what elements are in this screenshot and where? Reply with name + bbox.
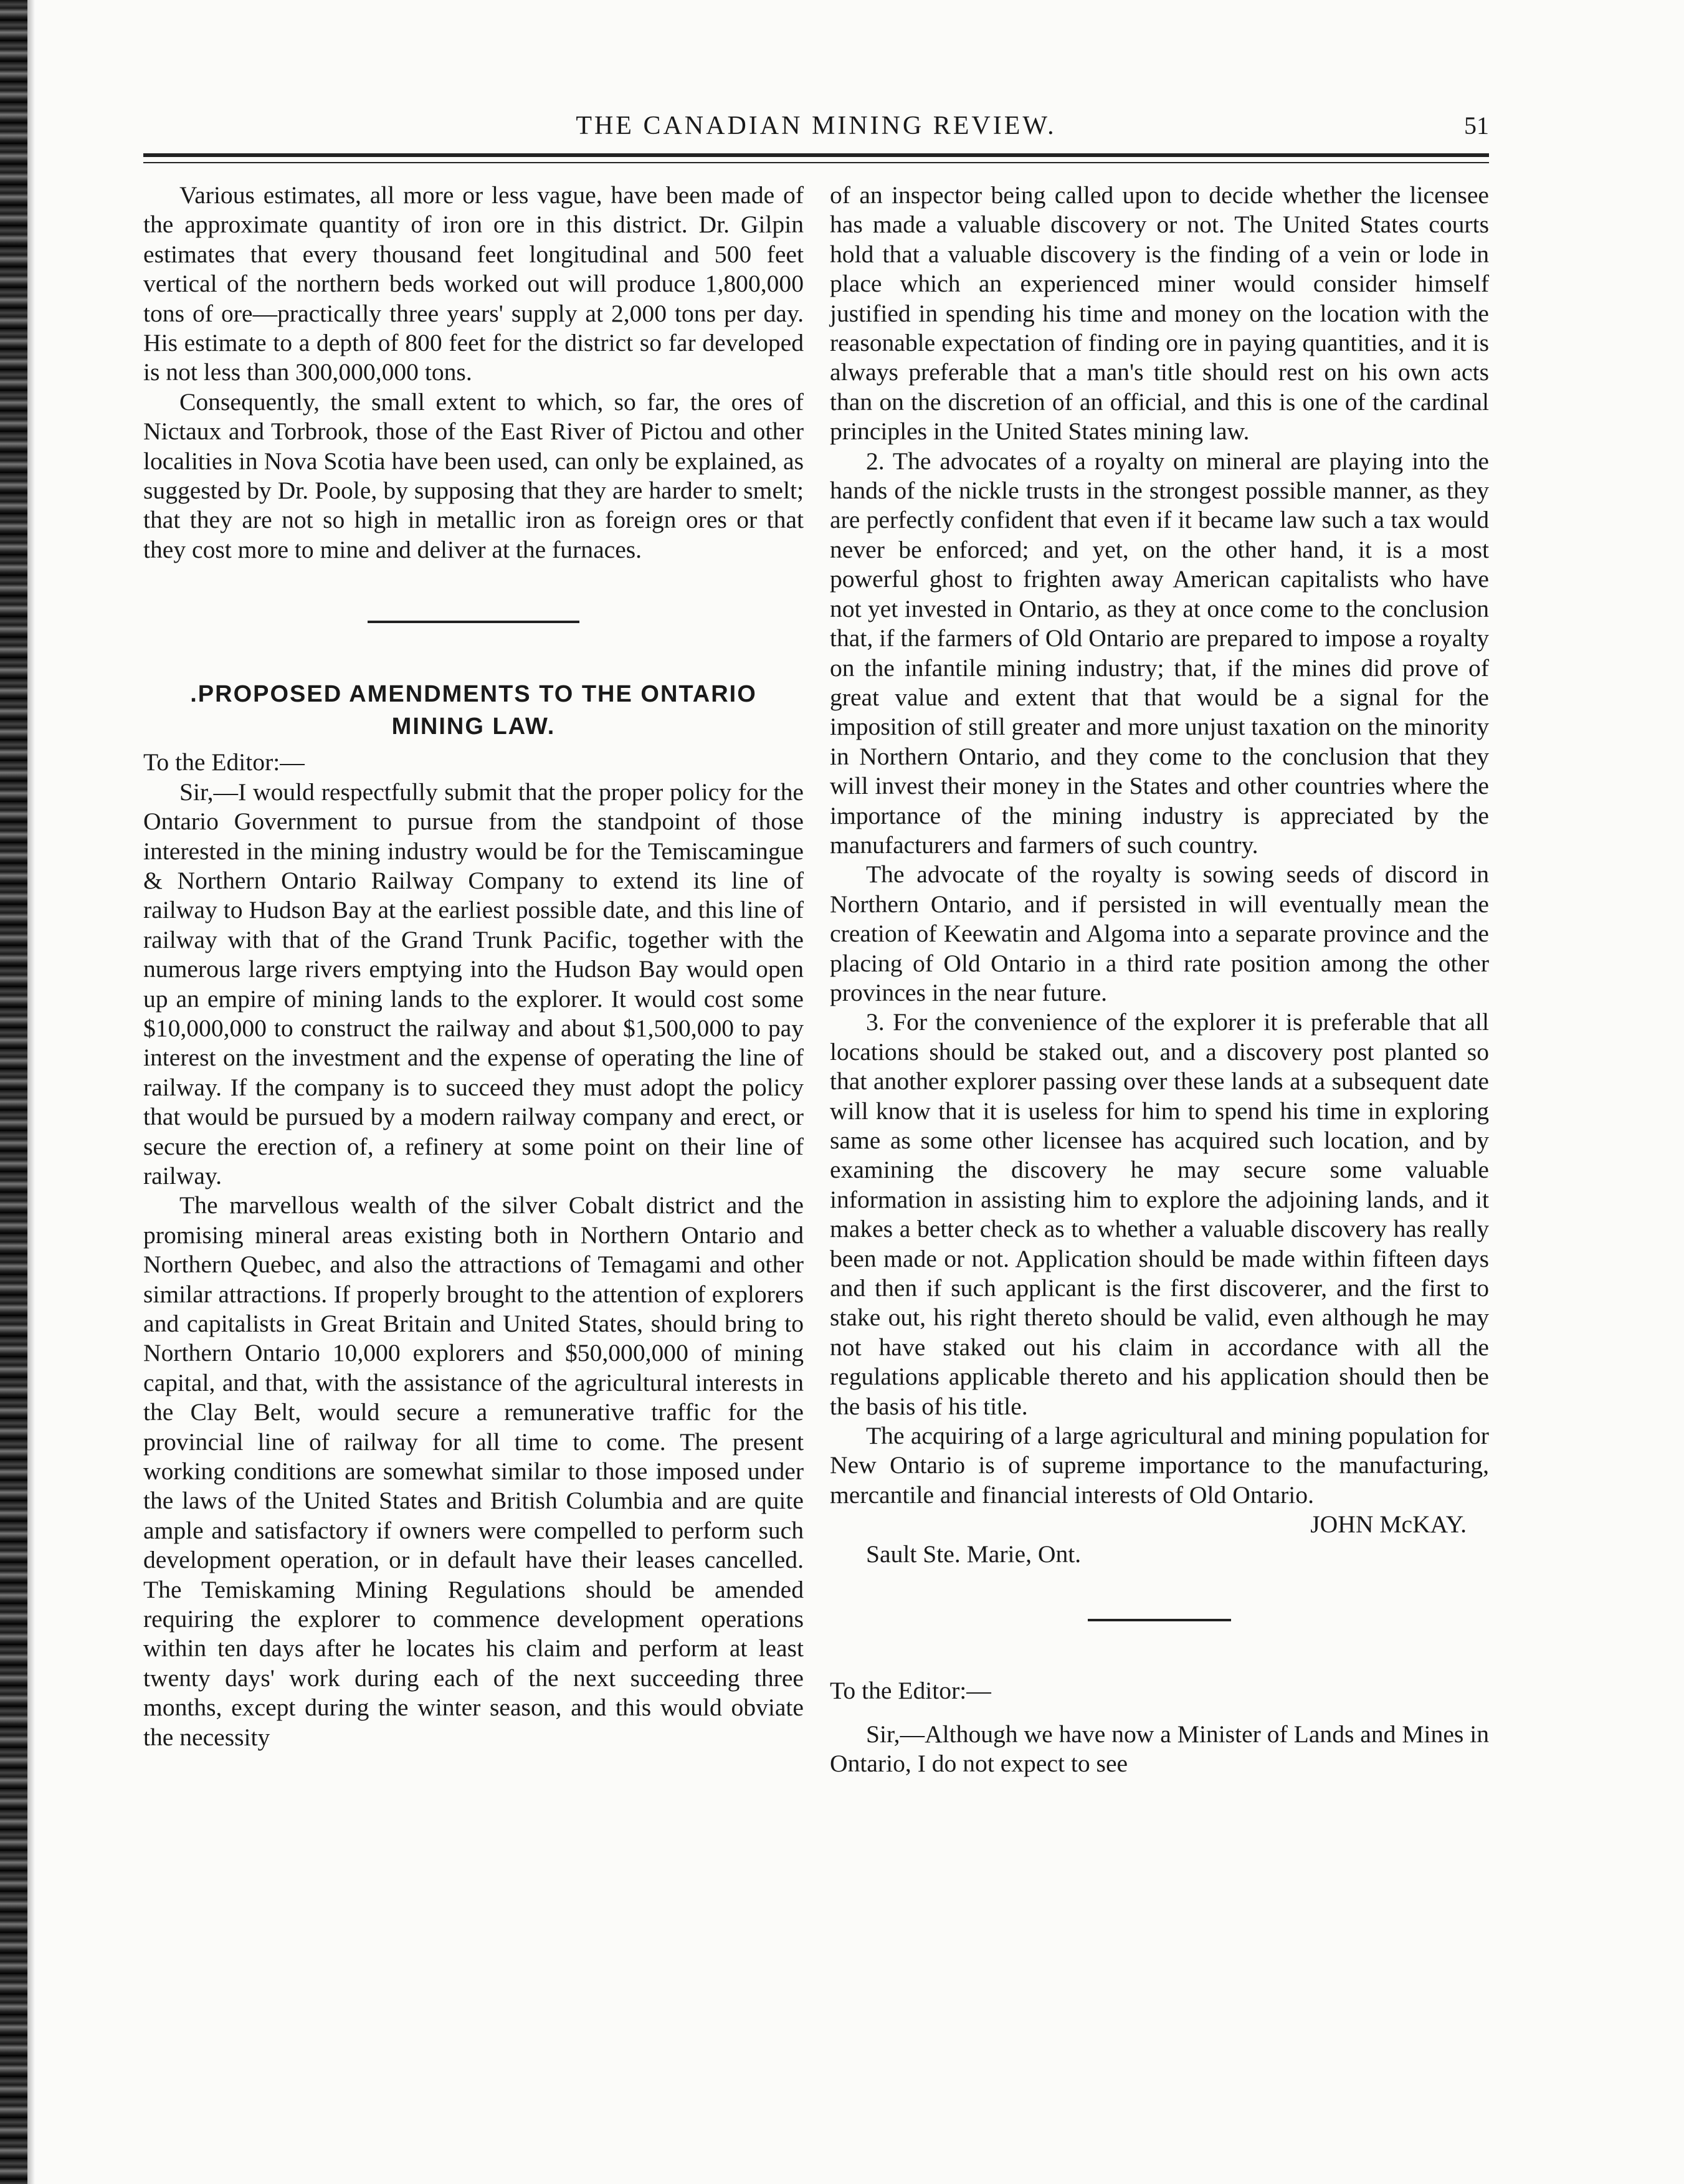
header-rule-thick [143, 153, 1489, 157]
right-column [830, 181, 1489, 1778]
header-rule-thin [143, 162, 1489, 163]
letter-paragraph: Sir,—I would respectfully submit that the proper policy for the Ontario Government to pursue from the standpoint of those interested in the mining industry would be for the Temiscamingue & Northern Ontario Railway Company to extend its line of railway to Hudson Bay at the earliest possible date, and this line of railway with that of the Grand Trunk Pacific, together with the numerous large rivers emptying into the Hudson Bay would open up an empire of mining lands to the explorer. It would cost some $10,000,000 to construct the railway and about $1,500,000 to pay interest on the investment and the expense of operating the line of railway. If the company is to succeed they must adopt the policy that would be pursued by a modern railway company and erect, or secure the erection of, a refinery at some point on their line of railway. [143, 778, 804, 1190]
paragraph: 2. The advocates of a royalty on mineral are playing into the hands of the nickle trusts in the strongest possible manner, as they are perfectly confident that even if it became law such a tax would never be enforced; and yet, on the other hand, it is a most powerful ghost to frighten away American capitalists who have not yet invested in Ontario, as they at once come to the conclusion that, if the farmers of Old Ontario are prepared to impose a royalty on the infantile mining industry; that, if the mines did prove of great value and extent that that would be a signal for the imposition of still greater and more unjust taxation on the minority in Northern Ontario, and they come to the conclusion that they will invest their money in the States and other countries where the importance of the mining industry is appreciated by the manufacturers and farmers of such country. [830, 447, 1489, 859]
spacer [830, 1706, 1489, 1720]
paragraph: The acquiring of a large agricultural and mining population for New Ontario is of supreme importance to the manufacturing, mercantile and financial interests of Old Ontario. [830, 1422, 1489, 1509]
binding-edge [0, 0, 27, 2184]
left-column [143, 181, 804, 1752]
section-divider [368, 621, 579, 623]
letter-paragraph: The marvellous wealth of the silver Cobalt district and the promising mineral areas existing both in Northern Ontario and Northern Quebec, and also the attractions of Temagami and other similar attractions. If properly brought to the attention of explorers and capitalists in Great Britain and United States, should bring to Northern Ontario 10,000 explorers and $50,000,000 of mining capital, and that, with the assistance of the agricultural interests in the Clay Belt, would secure a remunerative traffic for the provincial line of railway for all time to come. The present working conditions are somewhat similar to those imposed under the laws of the United States and British Columbia and are quite ample and satisfactory if owners were compelled to perform such development operation, or in default have their leases cancelled. The Temiskaming Mining Regulations should be amended requiring the explorer to commence development operations within ten days after he locates his claim and perform at least twenty days' work during each of the next succeeding three months, except during the winter season, and this would obviate the necessity [143, 1191, 804, 1751]
dateline-place: Sault Ste. Marie, Ont. [866, 1540, 1082, 1568]
page-header [143, 107, 1489, 145]
letter-paragraph: Sir,—Although we have now a Minister of Lands and Mines in Ontario, I do not expect to see [830, 1720, 1489, 1777]
paragraph: Various estimates, all more or less vague, have been made of the approximate quantity of iron ore in this district. Dr. Gilpin estimates that every thousand feet longitudinal and 500 feet vertical of the northern beds worked out will produce 1,800,000 tons of ore—practically three years' supply at 2,000 tons per day. His estimate to a depth of 800 feet for the district so far developed is not less than 300,000,000 tons. [143, 181, 804, 386]
paragraph: The advocate of the royalty is sowing seeds of discord in Northern Ontario, and if persisted in will eventually mean the creation of Keewatin and Algoma into a separate province and the placing of Old Ontario in a third rate position among the other provinces in the near future. [830, 861, 1489, 1006]
salutation: To the Editor:— [830, 1677, 991, 1705]
page-number: 51 [1464, 112, 1489, 140]
signature: JOHN McKAY. [1310, 1510, 1467, 1538]
running-title: THE CANADIAN MINING REVIEW. [576, 112, 1057, 140]
paragraph: 3. For the convenience of the explorer it is preferable that all locations should be staked out, and a discovery post planted so that another explorer passing over these lands at a subsequent date will know that it is useless for him to spend his time in exploring same as some other licensee has acquired such location, and by examining the discovery he may secure some valuable information in assisting him to explore the adjoining lands, and it makes a better check as to whether a valuable discovery has really been made or not. Application should be made within fifteen days and then if such applicant is the first discoverer, and the first to stake out, his right thereto should be valid, even although he may not have staked out his claim in accordance with all the regulations applicable thereto and his application should then be the basis of his title. [830, 1008, 1489, 1420]
article-heading: .PROPOSED AMENDMENTS TO THE ONTARIO MINING LAW. [190, 681, 757, 740]
paragraph: of an inspector being called upon to decide whether the licensee has made a valuable discovery or not. The United States courts hold that a valuable discovery is the finding of a vein or lode in place which an experienced miner would consider himself justified in spending his time and money on the location with the reasonable expectation of finding ore in paying quantities, and it is always preferable that a man's title should rest on his own acts than on the discretion of an official, and this is one of the cardinal principles in the United States mining law. [830, 181, 1489, 446]
salutation: To the Editor:— [143, 748, 305, 776]
paragraph: Consequently, the small extent to which, so far, the ores of Nictaux and Torbrook, those of the East River of Pictou and other localities in Nova Scotia have been used, can only be explained, as suggested by Dr. Poole, by supposing that they are harder to smelt; that they are not so high in metallic iron as foreign ores or that they cost more to mine and deliver at the furnaces. [143, 388, 804, 563]
binding-shadow [27, 0, 35, 2184]
section-divider [1088, 1619, 1231, 1621]
